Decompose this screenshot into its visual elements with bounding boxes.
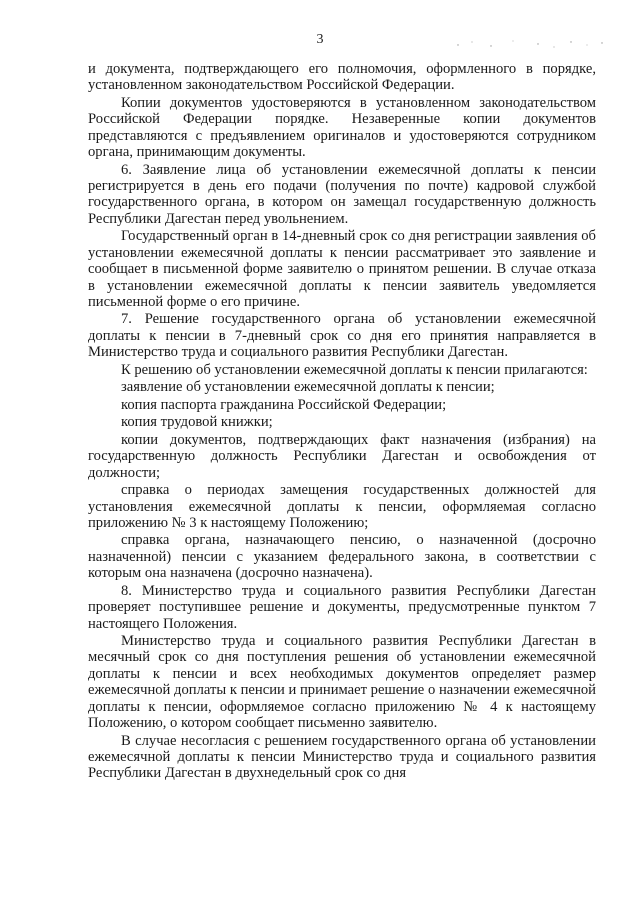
page-number: 3 — [316, 32, 324, 47]
paragraph-5: К решению об установлении ежемесячной доплаты к пенсии прилагаются: — [121, 361, 588, 378]
paragraph-7: копия паспорта гражданина Российской Федерации; — [121, 396, 447, 413]
paragraph-11: справка органа, назначающего пенсию, о назначенной (досрочно назначенной) пенсии с указанием федерального закона, в соответствии с которым она назначена (досрочно назначена). — [88, 532, 596, 582]
paragraph-13: Министерство труда и социального развития Республики Дагестан в месячный срок со дня поступления решения об установлении ежемесячной доплаты к пенсии и всех необходимых документов определяет размер ежемесячной доплаты к пенсии и принимает решение о назначении ежемесячной доплаты к пенсии, оформляемое согласно приложению № 4 к настоящему Положению, о котором сообщает письменно заявителю. — [88, 633, 596, 732]
paragraph-3: Государственный орган в 14-дневный срок со дня регистрации заявления об установлении ежемесячной доплаты к пенсии рассматривает это заявление и сообщает в письменной форме заявителю о принятом решении. В случае отказа в установлении ежемесячной доплаты к пенсии заявитель уведомляется письменной форме о его причине. — [88, 228, 596, 310]
paragraph-9: копии документов, подтверждающих факт назначения (избрания) на государственную должность Республики Дагестан и освобождения от должности; — [88, 431, 596, 481]
paragraph-12: 8. Министерство труда и социального развития Республики Дагестан проверяет поступившее решение и документы, предусмотренные пунктом 7 настоящего Положения. — [88, 582, 596, 632]
paragraph-2: 6. Заявление лица об установлении ежемесячной доплаты к пенсии регистрируется в день его подачи (получения по почте) кадровой службой государственного органа, в котором он замещал государственную должность Республики Дагестан перед увольнением. — [88, 161, 596, 227]
paragraph-4: 7. Решение государственного органа об установлении ежемесячной доплаты к пенсии в 7-дневный срок со дня его принятия направляется в Министерство труда и социального развития Республики Дагестан. — [88, 311, 596, 361]
paragraph-6: заявление об установлении ежемесячной доплаты к пенсии; — [121, 379, 495, 396]
paragraph-0: и документа, подтверждающего его полномочия, оформленного в порядке, установленном законодательством Российской Федерации. — [88, 61, 596, 94]
paragraph-8: копия трудовой книжки; — [121, 414, 273, 431]
paragraph-1: Копии документов удостоверяются в установленном законодательством Российской Федерации порядке. Незаверенные копии документов представляются с предъявлением оригиналов и удостоверяются сотрудником органа, принимающим документы. — [88, 94, 596, 161]
scan-noise-decoration — [450, 36, 610, 50]
paragraph-14: В случае несогласия с решением государственного органа об установлении ежемесячной доплаты к пенсии Министерство труда и социального развития Республики Дагестан в двухнедельный срок со дня — [88, 732, 596, 782]
document-body — [88, 61, 596, 783]
paragraph-10: справка о периодах замещения государственных должностей для установления ежемесячной доплаты к пенсии, оформляемая согласно приложению № 3 к настоящему Положению; — [88, 482, 596, 531]
